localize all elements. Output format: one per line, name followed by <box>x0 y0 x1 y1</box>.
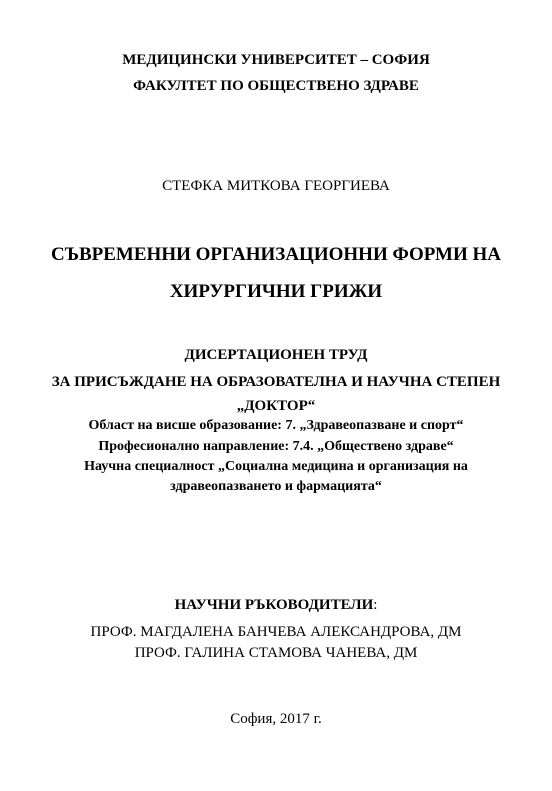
thesis-title-line-1: СЪВРЕМЕННИ ОРГАНИЗАЦИОННИ ФОРМИ НА <box>50 244 502 265</box>
faculty-name: ФАКУЛТЕТ ПО ОБЩЕСТВЕНО ЗДРАВЕ <box>133 78 419 94</box>
supervisors-heading-colon: : <box>373 597 378 613</box>
university-name: МЕДИЦИНСКИ УНИВЕРСИТЕТ – СОФИЯ <box>122 52 430 68</box>
supervisors-heading <box>0 597 552 614</box>
specialty-line-1: Научна специалност „Социална медицина и организация на <box>84 459 468 474</box>
thesis-title-line-2: ХИРУРГИЧНИ ГРИЖИ <box>169 281 383 302</box>
dissertation-label: ДИСЕРТАЦИОНЕН ТРУД <box>184 347 368 363</box>
author-name: СТЕФКА МИТКОВА ГЕОРГИЕВА <box>162 178 390 194</box>
specialty-line-2: здравеопазването и фармацията“ <box>170 479 382 494</box>
supervisor-item: ПРОФ. МАГДАЛЕНА БАНЧЕВА АЛЕКСАНДРОВА, ДМ <box>90 624 462 640</box>
place-and-year: София, 2017 г. <box>230 711 322 727</box>
degree-line: ЗА ПРИСЪЖДАНЕ НА ОБРАЗОВАТЕЛНА И НАУЧНА СТЕПЕН <box>51 374 501 390</box>
professional-direction: Професионално направление: 7.4. „Обществено здраве“ <box>98 439 454 454</box>
education-area: Област на висше образование: 7. „Здравеопазване и спорт“ <box>88 418 464 433</box>
degree-name: „ДОКТОР“ <box>236 398 316 414</box>
supervisors-heading-text: НАУЧНИ РЪКОВОДИТЕЛИ <box>174 597 374 613</box>
supervisor-item: ПРОФ. ГАЛИНА СТАМОВА ЧАНЕВА, ДМ <box>134 645 418 661</box>
